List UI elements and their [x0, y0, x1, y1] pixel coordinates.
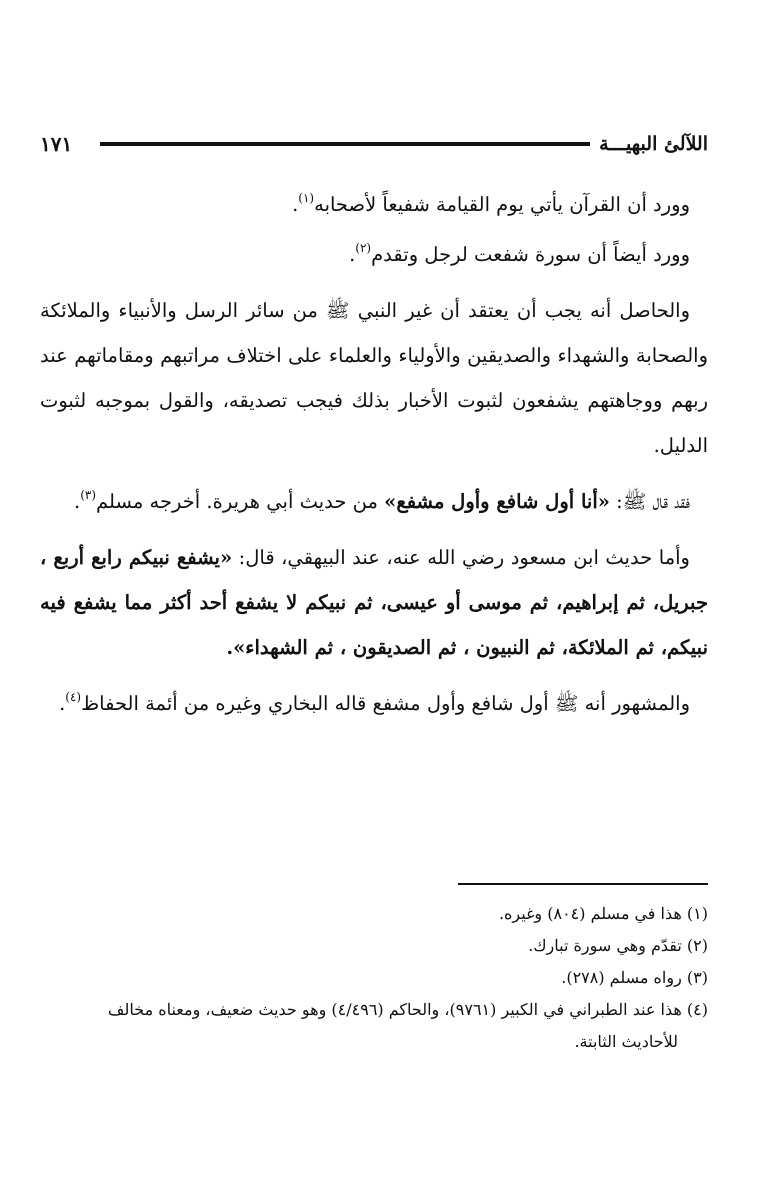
footnote-1: (١) هذا في مسلم (٨٠٤) وغيره. — [498, 904, 708, 923]
header-rule — [100, 142, 590, 146]
paragraph-4-intro: فقد قال ﷺ: — [609, 490, 690, 513]
paragraph-6 — [40, 681, 708, 726]
paragraph-2 — [40, 232, 708, 277]
paragraph-6-end: . — [59, 692, 66, 715]
paragraph-1-end: . — [292, 193, 299, 216]
paragraph-2-end: . — [349, 243, 356, 266]
footnote-ref-2: (٢) — [355, 241, 372, 255]
paragraph-4 — [40, 479, 708, 524]
paragraph-5-intro: وأما حديث ابن مسعود رضي الله عنه، عند البيهقي، قال: — [232, 546, 690, 569]
paragraph-5 — [40, 535, 708, 670]
hadith-quote-2: «يشفع نبيكم رابع أربع ، جبريل، ثم إبراهيم، ثم موسى أو عيسى، ثم نبيكم لا يشفع أحد أكثر مما يشفع فيه نبيكم، ثم الملائكة، ثم النبيون ، ثم الصديقون ، ثم الشهداء». — [40, 546, 708, 659]
paragraph-3-text: والحاصل أنه يجب أن يعتقد أن غير النبي ﷺ من سائر الرسل والأنبياء والملائكة والصحابة والشهداء والصديقين والأولياء والعلماء على اختلاف مراتبهم ومقاماتهم عند ربهم ووجاهتهم يشفعون لثبوت الأخبار بذلك فيجب تصديقه، والقول بموجبه لثبوت الدليل. — [40, 299, 708, 457]
footnote-4-continuation: للأحاديث الثابتة. — [574, 1032, 678, 1051]
footnote-ref-3: (٣) — [80, 488, 97, 502]
paragraph-6-text: والمشهور أنه ﷺ أول شافع وأول مشفع قاله البخاري وغيره من أئمة الحفاظ — [81, 692, 690, 715]
footnotes — [48, 898, 708, 1058]
footnote-separator — [458, 883, 708, 885]
hadith-quote-1: «أنا أول شافع وأول مشفع» — [384, 490, 610, 513]
paragraph-1 — [40, 182, 708, 227]
footnote-4: (٤) هذا عند الطبراني في الكبير (٩٧٦١)، والحاكم (٤/٤٩٦) وهو حديث ضعيف، ومعناه مخالف — [107, 1000, 708, 1019]
footnote-ref-4: (٤) — [65, 690, 82, 704]
page-header — [40, 132, 708, 160]
footnote-3: (٣) رواه مسلم (٢٧٨). — [561, 968, 708, 987]
footnote-2: (٢) تقدّم وهي سورة تبارك. — [528, 936, 708, 955]
footnote-ref-1: (١) — [298, 191, 315, 205]
running-title: اللآلئ البهيـــة — [599, 133, 708, 155]
paragraph-3 — [40, 288, 708, 468]
page-number: ١٧١ — [40, 132, 73, 156]
paragraph-1-text: وورد أن القرآن يأتي يوم القيامة شفيعاً لأصحابه — [314, 193, 690, 216]
paragraph-4-end: . — [73, 490, 81, 513]
paragraph-4-rest: من حديث أبي هريرة. أخرجه مسلم — [96, 490, 385, 513]
paragraph-2-text: وورد أيضاً أن سورة شفعت لرجل وتقدم — [371, 243, 690, 266]
main-text — [40, 182, 708, 737]
